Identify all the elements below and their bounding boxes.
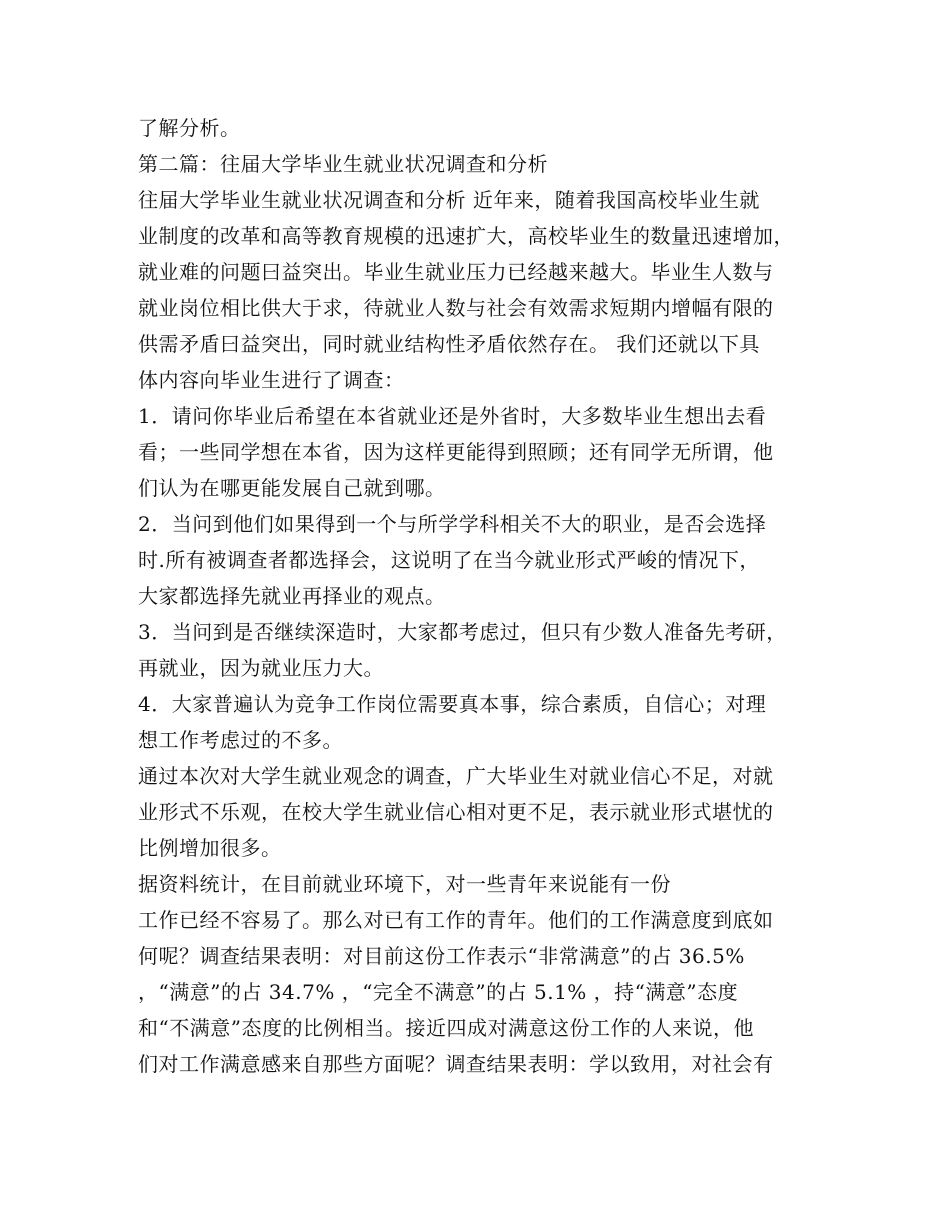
text-line: 体内容向毕业生进行了调查： bbox=[138, 368, 405, 392]
text-line: 供需矛盾曰益突出，同时就业结构性矛盾依然存在。 我们还就以下具 bbox=[138, 332, 760, 356]
text-line: 和“不满意”态度的比例相当。接近四成对满意这份工作的人来说，他 bbox=[138, 1016, 754, 1040]
text-line: 了解分析。 bbox=[138, 116, 241, 140]
text-line: 3．当问到是否继续深造时，大家都考虑过，但只有少数人准备先考研， bbox=[138, 620, 787, 644]
text-line: 业形式不乐观，在校大学生就业信心相对更不足，表示就业形式堪忧的 bbox=[138, 800, 774, 824]
text-line: 4．大家普遍认为竞争工作岗位需要真本事，综合素质，自信心；对理 bbox=[138, 692, 767, 716]
text-line: 时.所有被调查者都选择会，这说明了在当今就业形式严峻的情况下， bbox=[138, 548, 760, 572]
text-line: 何呢？调查结果表明：对目前这份工作表示“非常满意”的占 36.5% bbox=[138, 944, 745, 968]
text-line: 想工作考虑过的不多。 bbox=[138, 728, 343, 752]
text-line: 们对工作满意感来自那些方面呢？调查结果表明：学以致用，对社会有 bbox=[138, 1052, 774, 1076]
section-heading: 第二篇：往届大学毕业生就业状况调查和分析 bbox=[138, 152, 548, 176]
text-line: 工作已经不容易了。那么对已有工作的青年。他们的工作满意度到底如 bbox=[138, 908, 774, 932]
text-line: 比例增加很多。 bbox=[138, 836, 282, 860]
text-line: 2．当问到他们如果得到一个与所学学科相关不大的职业，是否会选择 bbox=[138, 512, 767, 536]
text-line: 就业难的问题曰益突出。毕业生就业压力已经越来越大。毕业生人数与 bbox=[138, 260, 774, 284]
text-line: 通过本次对大学生就业观念的调查，广大毕业生对就业信心不足，对就 bbox=[138, 764, 774, 788]
text-line: 看；一些同学想在本省，因为这样更能得到照顾；还有同学无所谓，他 bbox=[138, 440, 774, 464]
text-line: 1．请问你毕业后希望在本省就业还是外省时，大多数毕业生想出去看 bbox=[138, 404, 767, 428]
text-line: 们认为在哪更能发展自己就到哪。 bbox=[138, 476, 446, 500]
text-line: 业制度的改革和高等教育规模的迅速扩大，高校毕业生的数量迅速增加， bbox=[138, 224, 794, 248]
text-line: 再就业，因为就业压力大。 bbox=[138, 656, 384, 680]
text-line: 就业岗位相比供大于求，待就业人数与社会有效需求短期内增幅有限的 bbox=[138, 296, 774, 320]
text-line: 大家都选择先就业再择业的观点。 bbox=[138, 584, 446, 608]
text-line: ，“满意”的占 34.7% ，“完全不满意”的占 5.1% ，持“满意”态度 bbox=[138, 980, 739, 1004]
text-line: 据资料统计，在目前就业环境下，对一些青年来说能有一份 bbox=[138, 872, 671, 896]
text-line: 往届大学毕业生就业状况调查和分析 近年来，随着我国高校毕业生就 bbox=[138, 188, 760, 212]
